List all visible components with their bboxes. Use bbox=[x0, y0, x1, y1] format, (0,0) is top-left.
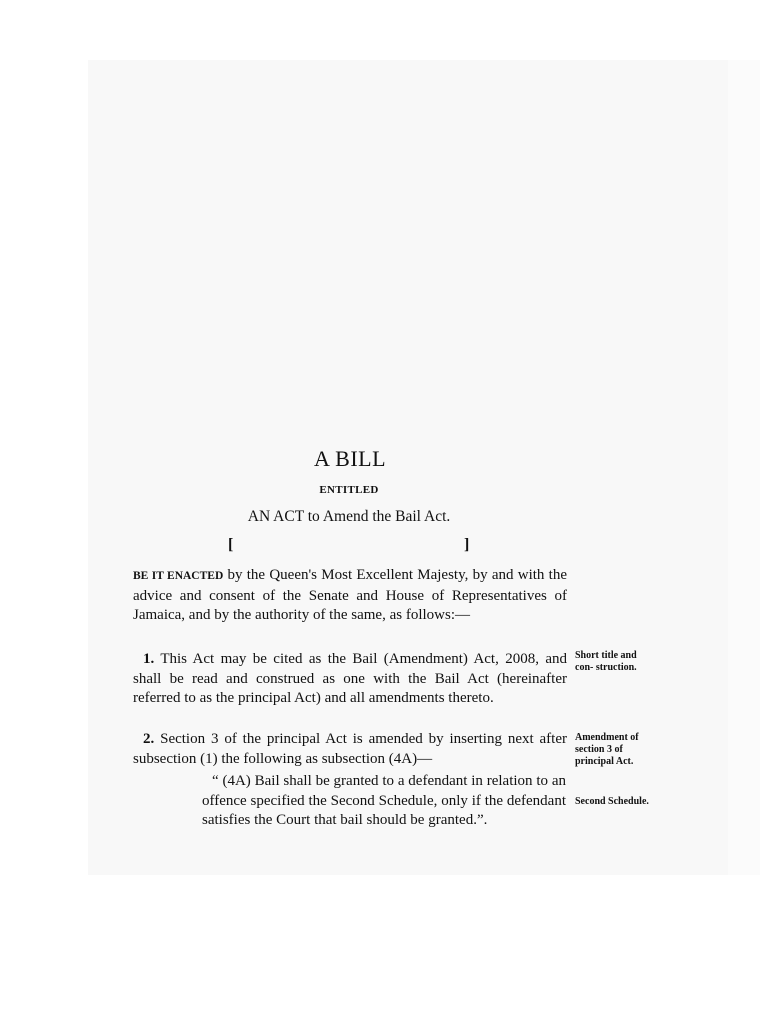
section-2-text: Section 3 of the principal Act is amended by inserting next after subsection (1) the following as subsection (4A)— bbox=[133, 731, 567, 767]
inserted-subsection-4a: “ (4A) Bail shall be granted to a defendant in relation to an offence specified the Second Schedule, only if the defendant satisfies the Court that bail should be granted.”. bbox=[202, 773, 566, 828]
long-title: AN ACT to Amend the Bail Act. bbox=[247, 508, 451, 525]
scanned-page-edge bbox=[728, 60, 760, 875]
margin-note-amendment: Amendment of section 3 of principal Act. bbox=[575, 732, 639, 767]
enacting-lead: BE IT ENACTED bbox=[133, 570, 224, 582]
date-bracket-close: ] bbox=[464, 536, 470, 553]
enacting-text: by the Queen's Most Excellent Majesty, by and with the advice and consent of the Senate and House of Representatives of Jamaica, and by the authority of the same, as follows:— bbox=[133, 567, 567, 623]
section-1-number: 1. bbox=[143, 651, 155, 667]
bill-title: A BILL bbox=[313, 446, 387, 471]
margin-note-short-title: Short title and con- struction. bbox=[575, 650, 637, 673]
date-bracket-open: [ bbox=[228, 536, 234, 553]
section-2 bbox=[133, 730, 567, 769]
enacting-clause bbox=[133, 566, 567, 626]
margin-note-second-schedule: Second Schedule. bbox=[575, 796, 649, 807]
section-1-text: This Act may be cited as the Bail (Amendment) Act, 2008, and shall be read and construed as one with the Bail Act (hereinafter referred to as the principal Act) and all amendments thereto. bbox=[133, 651, 567, 706]
entitled-heading: ENTITLED bbox=[319, 484, 379, 496]
section-1 bbox=[133, 650, 567, 709]
section-2-number: 2. bbox=[143, 731, 155, 747]
